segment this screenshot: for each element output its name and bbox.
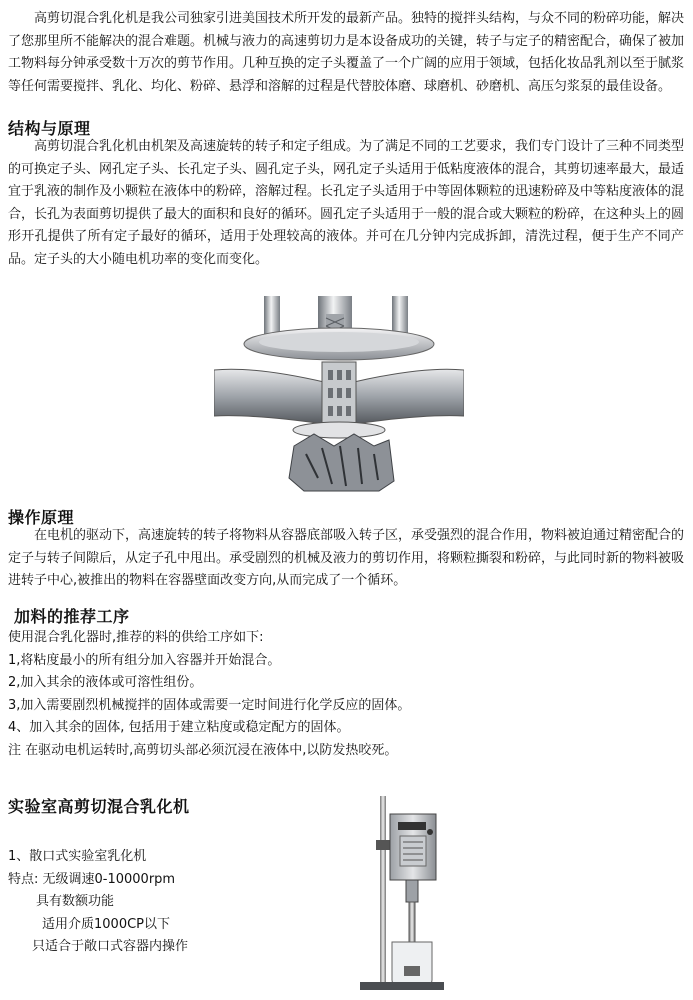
lab-emulsifier-photo [340, 792, 450, 992]
lab-model-line: 1、散口式实验室乳化机 [8, 849, 147, 864]
lab-feature-line: 具有数额功能 [36, 894, 115, 909]
operation-heading: 操作原理 [8, 508, 75, 527]
list-item: 4、加入其余的固体, 包括用于建立粘度或稳定配方的固体。 [8, 720, 350, 735]
list-item: 2,加入其余的液体或可溶性组份。 [8, 675, 203, 690]
rotor-stator-photo [214, 296, 464, 494]
lab-features [8, 846, 188, 959]
intro-paragraph: 高剪切混合乳化机是我公司独家引进美国技术所开发的最新产品。独特的搅拌头结构，与众不同的粉碎功能，解决了您那里所不能解决的混合难题。机械与液力的高速剪切力是本设备成功的关键，转子与定子的精密配合，确保了被加工物料每分钟承受数十万次的剪节作用。几种互换的定子头覆盖了一个广阔的应用于领域，包括化妆品乳剂以至于腻浆等任何需要搅拌、乳化、均化、粉碎、悬浮和溶解的过程是代替胶体磨、球磨机、砂磨机、高压匀浆泵的最佳设备。 [8, 11, 685, 94]
lab-feature-line: 特点: 无级调速0-10000rpm [8, 871, 176, 887]
feeding-steps-list [8, 627, 684, 762]
list-item: 3,加入需要剧烈机械搅拌的固体或需要一定时间进行化学反应的固体。 [8, 697, 411, 713]
structure-paragraph: 高剪切混合乳化机由机架及高速旋转的转子和定子组成。为了满足不同的工艺要求，我们专门设计了三种不同类型的可换定子头、网孔定子头、长孔定子头、圆孔定子头，网孔定子头适用于低粘度液体的混合，其剪切速率最大，最适宜于乳液的制作及小颗粒在液体中的粉碎，溶解过程。长孔定子头适用于中等固体颗粒的迅速粉碎及中等粘度液体的混合，长孔为表面剪切提供了最大的面积和良好的循环。圆孔定子头适用于一般的混合或大颗粒的粉碎，在这种头上的圆形开孔提供了所有定子最好的循环，适用于处理较高的液体。并可在几分钟内完成拆卸，清洗过程，便于生产不同产品。定子头的大小随电机功率的变化而变化。 [8, 139, 685, 267]
operation-paragraph: 在电机的驱动下，高速旋转的转子将物料从容器底部吸入转子区，承受强烈的混合作用，物料被迫通过精密配合的定子与转子间隙后，从定子孔中甩出。承受剧烈的机械及液力的剪切作用，将颗粒撕裂和粉碎，与此同时新的物料被吸进转子中心,被推出的物料在容器壁面改变方向,从而完成了一个循环。 [8, 528, 685, 588]
structure-heading: 结构与原理 [8, 119, 91, 138]
lab-heading: 实验室高剪切混合乳化机 [8, 797, 190, 816]
list-item: 注 在驱动电机运转时,高剪切头部必须沉浸在液体中,以防发热咬死。 [8, 742, 398, 758]
lab-feature-line: 只适合于敞口式容器内操作 [32, 939, 189, 954]
lab-feature-line: 适用介质1000CP以下 [42, 916, 171, 932]
list-item: 1,将粘度最小的所有组分加入容器并开始混合。 [8, 652, 281, 668]
list-item: 使用混合乳化器时,推荐的料的供给工序如下: [8, 630, 264, 645]
feeding-heading: 加料的推荐工序 [14, 607, 130, 626]
